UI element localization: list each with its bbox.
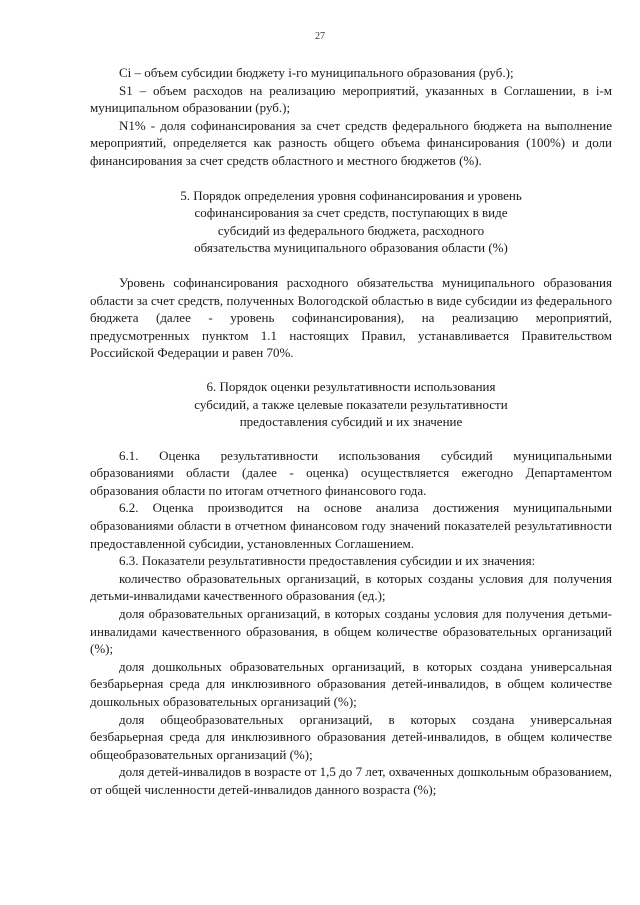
section-5-heading-line: софинансирования за счет средств, поступающих в виде bbox=[194, 205, 508, 221]
definition-n1: N1% - доля софинансирования за счет средств федерального бюджета на выполнение мероприятий, определяется как разность общего объема финансирования (100%) и доли финансирования за счет средств областного и местного бюджетов (%). bbox=[90, 117, 612, 168]
section-6-heading bbox=[151, 378, 551, 431]
section-5-heading-line: 5. Порядок определения уровня софинансирования и уровень bbox=[180, 187, 522, 203]
definition-ci: Ci – объем субсидии бюджету i-го муниципального образования (руб.); bbox=[119, 65, 514, 80]
section-6-heading-line: предоставления субсидий и их значение bbox=[239, 414, 463, 430]
page-number: 27 bbox=[315, 31, 325, 42]
paragraph-6-1: 6.1. Оценка результативности использования субсидий муниципальными образованиями области (далее - оценка) осуществляется ежегодно Департаментом образования области по итогам отчетного финансового года. bbox=[90, 447, 612, 498]
section-5-paragraph: Уровень софинансирования расходного обязательства муниципального образования области за счет средств, полученных Вологодской областью в виде субсидии из федерального бюджета (далее - уровень софинансирования), на реализацию мероприятий, предусмотренных пунктом 1.1 настоящих Правил, устанавливается Правительством Российской Федерации и равен 70%. bbox=[90, 274, 612, 361]
indicator-item: доля общеобразовательных организаций, в которых создана универсальная безбарьерная среда для инклюзивного образования детей-инвалидов, в общем количестве общеобразовательных организаций (%); bbox=[90, 711, 612, 762]
section-6-heading-line: 6. Порядок оценки результативности использования bbox=[206, 378, 496, 394]
section-5-heading-line: обязательства муниципального образования области (%) bbox=[194, 240, 508, 256]
section-5-heading-line: субсидий из федерального бюджета, расходного bbox=[217, 222, 485, 238]
definition-s1: S1 – объем расходов на реализацию мероприятий, указанных в Соглашении, в i-м муниципальном образовании (руб.); bbox=[90, 82, 612, 116]
section-5-heading bbox=[141, 187, 561, 257]
section-6-heading-line: субсидий, а также целевые показатели результативности bbox=[194, 396, 508, 412]
paragraph-6-2: 6.2. Оценка производится на основе анализа достижения муниципальными образованиями области в отчетном финансовом году значений показателей результативности предоставленной субсидии, установленных Соглашением. bbox=[90, 500, 612, 551]
page-content bbox=[90, 64, 612, 799]
indicator-item: доля образовательных организаций, в которых созданы условия для получения детьми-инвалидами качественного образования, в общем количестве образовательных организаций (%); bbox=[90, 606, 612, 657]
paragraph-6-3: 6.3. Показатели результативности предоставления субсидии и их значения: bbox=[119, 553, 536, 569]
indicator-item: количество образовательных организаций, в которых созданы условия для получения детьми-инвалидами качественного образования (ед.); bbox=[90, 570, 612, 604]
indicator-item: доля детей-инвалидов в возрасте от 1,5 до 7 лет, охваченных дошкольным образованием, от общей численности детей-инвалидов данного возраста (%); bbox=[90, 764, 612, 797]
indicator-item: доля дошкольных образовательных организаций, в которых создана универсальная безбарьерная среда для инклюзивного образования детей-инвалидов, в общем количестве дошкольных образовательных организаций (%); bbox=[90, 658, 612, 709]
